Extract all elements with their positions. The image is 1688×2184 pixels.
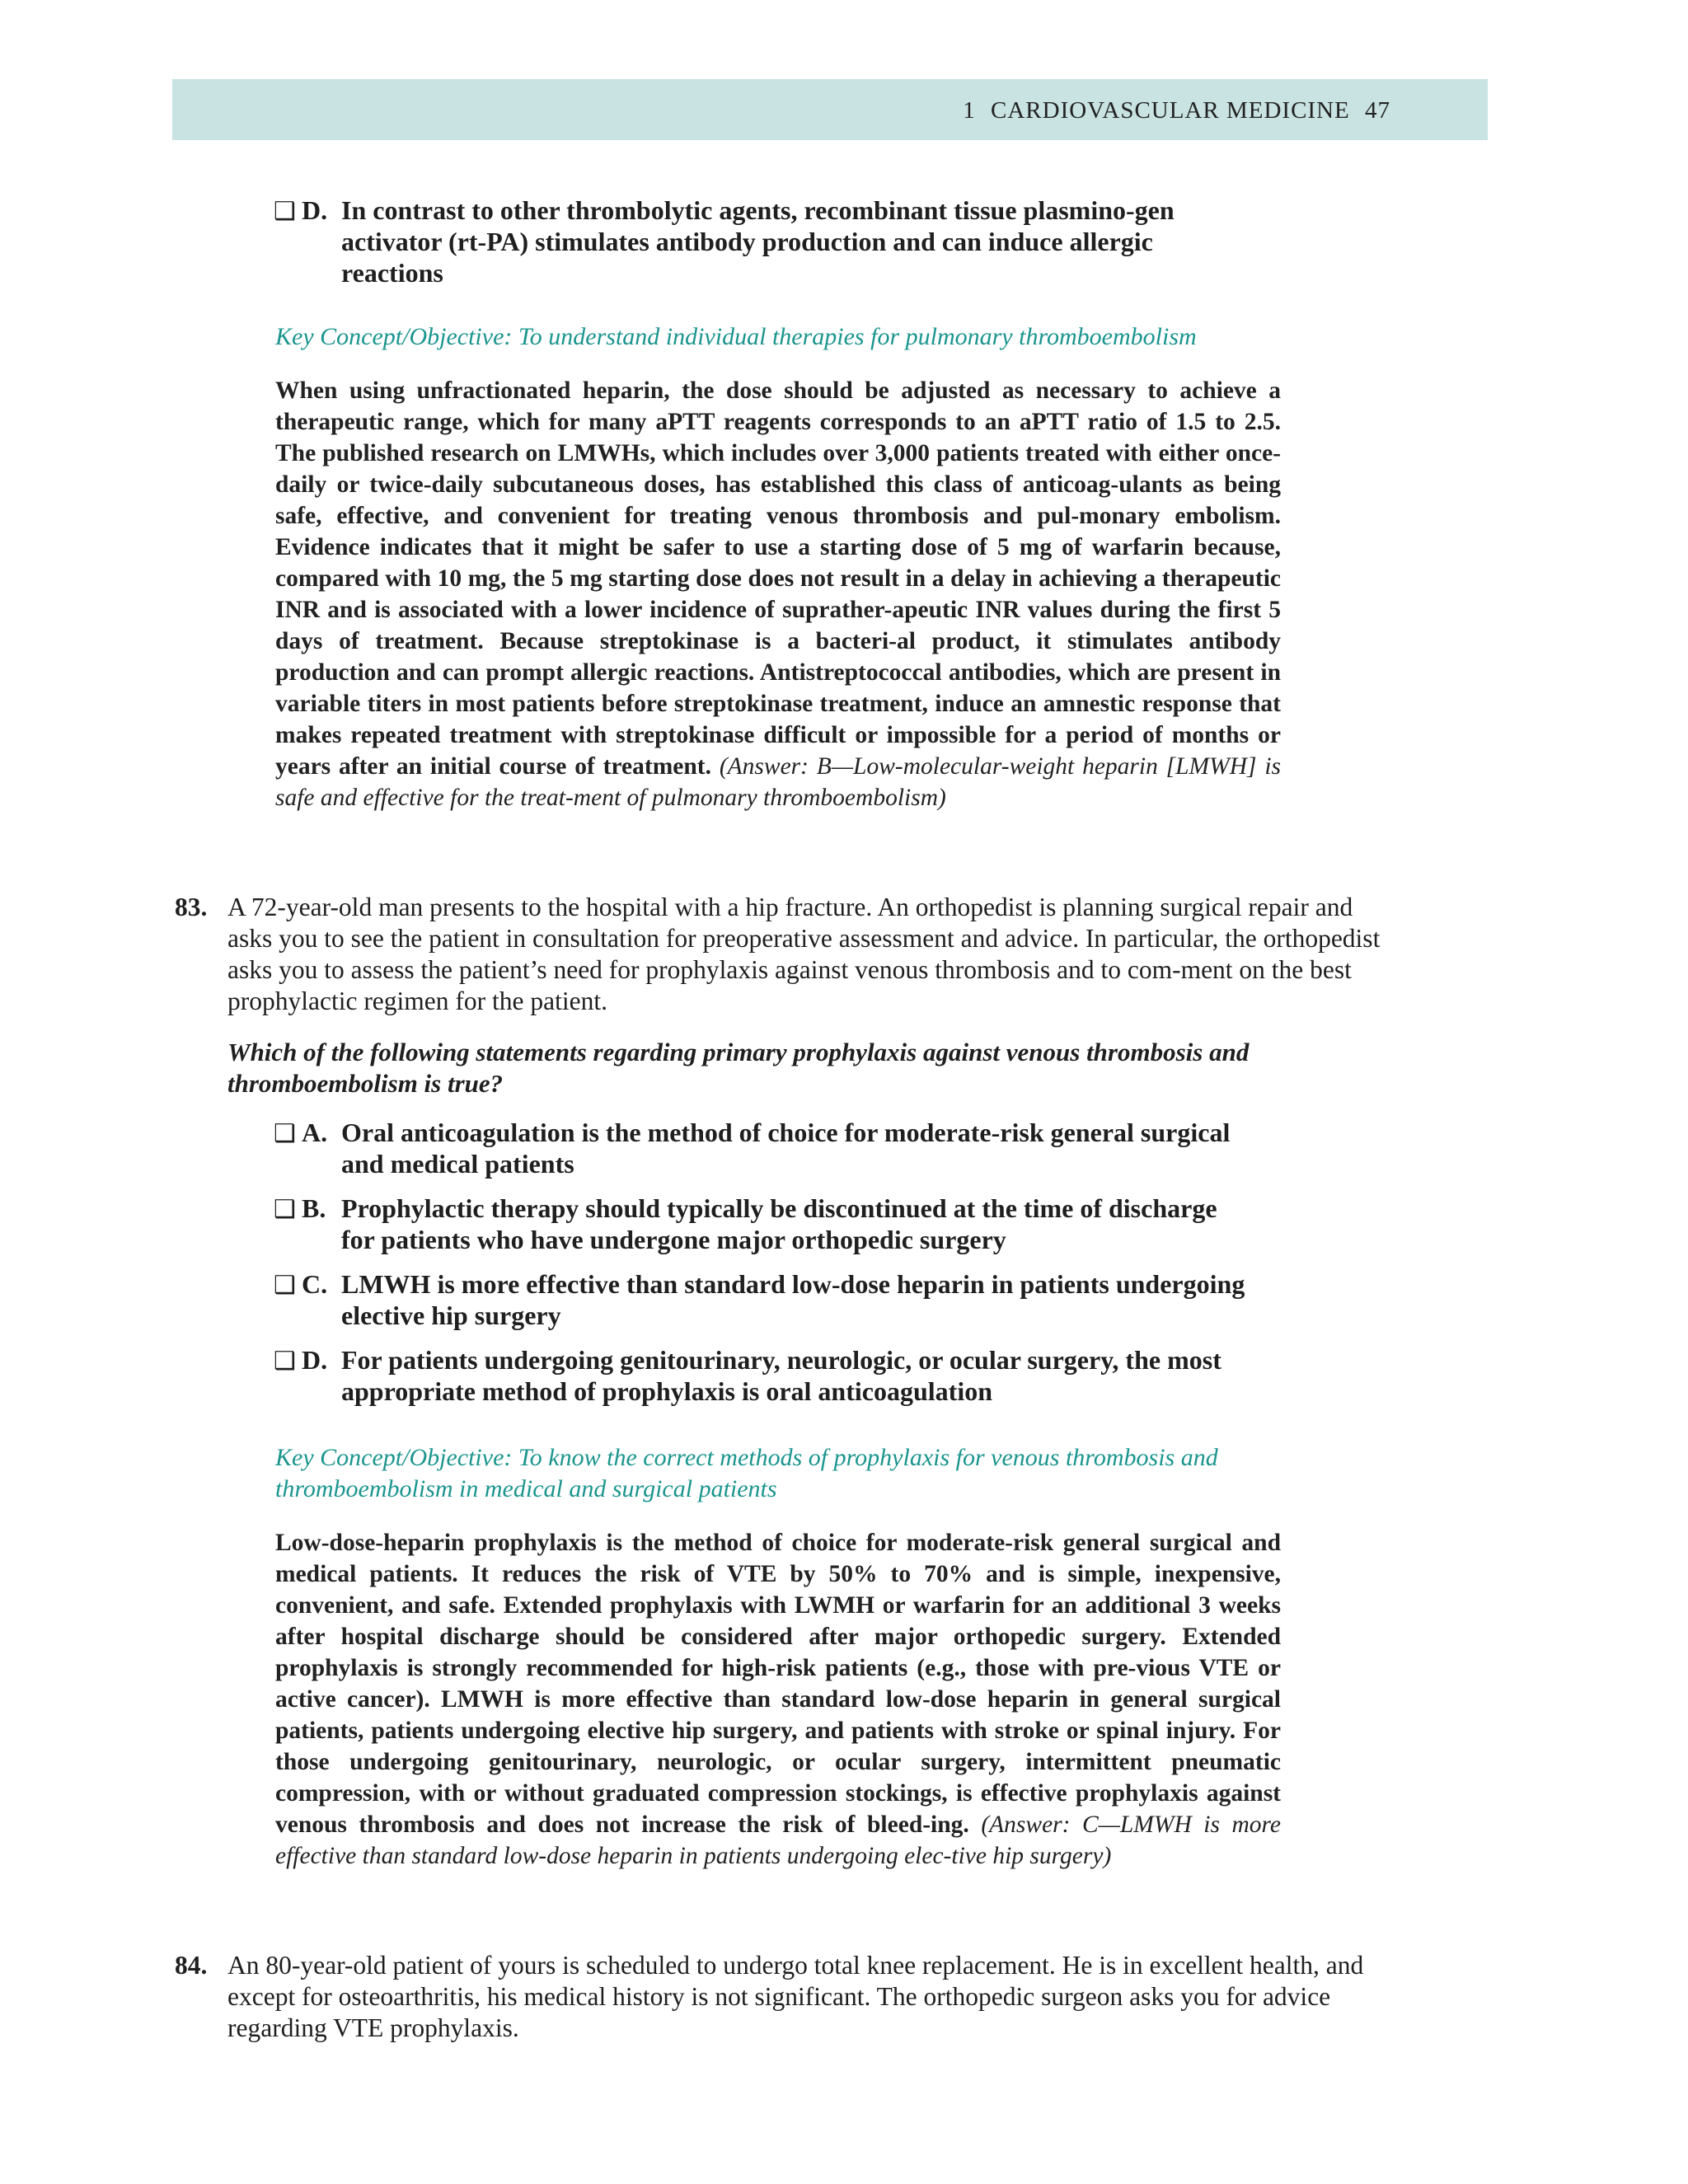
checkbox-icon[interactable]: ❑ [274, 1120, 296, 1147]
option-text: In contrast to other thrombolytic agents, recombinant tissue plasmino-gen activator (rt-PA) stimulates antibody production and can induce allergic reactions [341, 195, 1175, 288]
option-text: LMWH is more effective than standard low-dose heparin in patients undergoing elective hip surgery [341, 1269, 1245, 1330]
option-letter: D. [302, 195, 328, 225]
option-d[interactable] [274, 1344, 1246, 1407]
question-number: 84. [175, 1951, 208, 1980]
answer-text: (Answer: C—LMWH is more effective than standard low-dose heparin in patients undergoing elec-tive hip surgery) [275, 1811, 1281, 1869]
option-letter: D. [302, 1345, 328, 1375]
option-letter: A. [302, 1118, 328, 1147]
question-83 [175, 892, 1390, 1017]
question-number: 83. [175, 893, 208, 921]
chapter-number: 1 [963, 97, 976, 124]
key-concept-prev: Key Concept/Objective: To understand individual therapies for pulmonary thromboembolism [275, 323, 1197, 350]
page-number: 47 [1365, 97, 1390, 124]
option-text: Oral anticoagulation is the method of choice for moderate-risk general surgical and medical patients [341, 1118, 1231, 1179]
chapter-title: CARDIOVASCULAR MEDICINE [991, 97, 1350, 124]
checkbox-icon[interactable]: ❑ [274, 198, 296, 225]
prev-option-d[interactable] [274, 194, 1246, 288]
header-text [954, 97, 1390, 124]
answer-text: (Answer: B—Low-molecular-weight heparin [LMWH] is safe and effective for the treat-ment of pulmonary thromboembolism) [275, 753, 1282, 811]
option-letter: C. [302, 1269, 328, 1299]
explanation-prev [275, 375, 1281, 813]
question-stem: Which of the following statements regarding primary prophylaxis against venous thrombosis and thromboembolism is true? [227, 1038, 1250, 1098]
question-84 [175, 1950, 1390, 2044]
option-text: For patients undergoing genitourinary, neurologic, or ocular surgery, the most appropriate method of prophylaxis is oral anticoagulation [341, 1345, 1221, 1406]
option-letter: B. [302, 1193, 326, 1223]
checkbox-icon[interactable]: ❑ [274, 1272, 296, 1299]
option-text: Prophylactic therapy should typically be discontinued at the time of discharge for patients who have undergone major orthopedic surgery [341, 1193, 1217, 1254]
option-c[interactable] [274, 1268, 1246, 1331]
question-text: A 72-year-old man presents to the hospital with a hip fracture. An orthopedist is planning surgical repair and asks you to see the patient in consultation for preoperative assessment and advice. In particular, the orthopedist asks you to assess the patient’s need for prophylaxis against venous thrombosis and to com-ment on the best prophylactic regimen for the patient. [227, 893, 1381, 1015]
checkbox-icon[interactable]: ❑ [274, 1347, 296, 1375]
option-a[interactable] [274, 1117, 1246, 1179]
option-b[interactable] [274, 1193, 1246, 1255]
running-header [172, 79, 1488, 140]
explanation-text: Low-dose-heparin prophylaxis is the method of choice for moderate-risk general surgical and medical patients. It reduces the risk of VTE by 50% to 70% and is simple, inexpensive, convenient, and safe. Extended prophylaxis with LWMH or warfarin for an additional 3 weeks after hospital discharge should be considered after major orthopedic surgery. Extended prophylaxis is strongly recommended for high-risk patients (e.g., those with pre-vious VTE or active cancer). LMWH is more effective than standard low-dose heparin in general surgical patients, patients undergoing elective hip surgery, and patients with stroke or spinal injury. For those undergoing genitourinary, neurologic, or ocular surgery, intermittent pneumatic compression, with or without graduated compression stockings, is effective prophylaxis against venous thrombosis and does not increase the risk of bleed-ing. [275, 1530, 1281, 1838]
checkbox-icon[interactable]: ❑ [274, 1196, 296, 1223]
question-text: An 80-year-old patient of yours is scheduled to undergo total knee replacement. He is in excellent health, and except for osteoarthritis, his medical history is not significant. The orthopedic surgeon asks you for advice regarding VTE prophylaxis. [227, 1951, 1364, 2042]
key-concept-83: Key Concept/Objective: To know the correct methods of prophylaxis for venous thrombosis and thromboembolism in medical and surgical patients [275, 1444, 1218, 1502]
explanation-83 [275, 1527, 1281, 1872]
explanation-text: When using unfractionated heparin, the dose should be adjusted as necessary to achieve a therapeutic range, which for many aPTT reagents corresponds to an aPTT ratio of 1.5 to 2.5. The published research on LMWHs, which includes over 3,000 patients treated with either once-daily or twice-daily subcutaneous doses, has established this class of anticoag-ulants as being safe, effective, and convenient for treating venous thrombosis and pul-monary embolism. Evidence indicates that it might be safer to use a starting dose of 5 mg of warfarin because, compared with 10 mg, the 5 mg starting dose does not result in a delay in achieving a therapeutic INR and is associated with a lower incidence of suprather-apeutic INR values during the first 5 days of treatment. Because streptokinase is a bacteri-al product, it stimulates antibody production and can prompt allergic reactions. Antistreptococcal antibodies, which are present in variable titers in most patients before streptokinase treatment, induce an amnestic response that makes repeated treatment with streptokinase difficult or impossible for a period of months or years after an initial course of treatment. [275, 377, 1281, 780]
